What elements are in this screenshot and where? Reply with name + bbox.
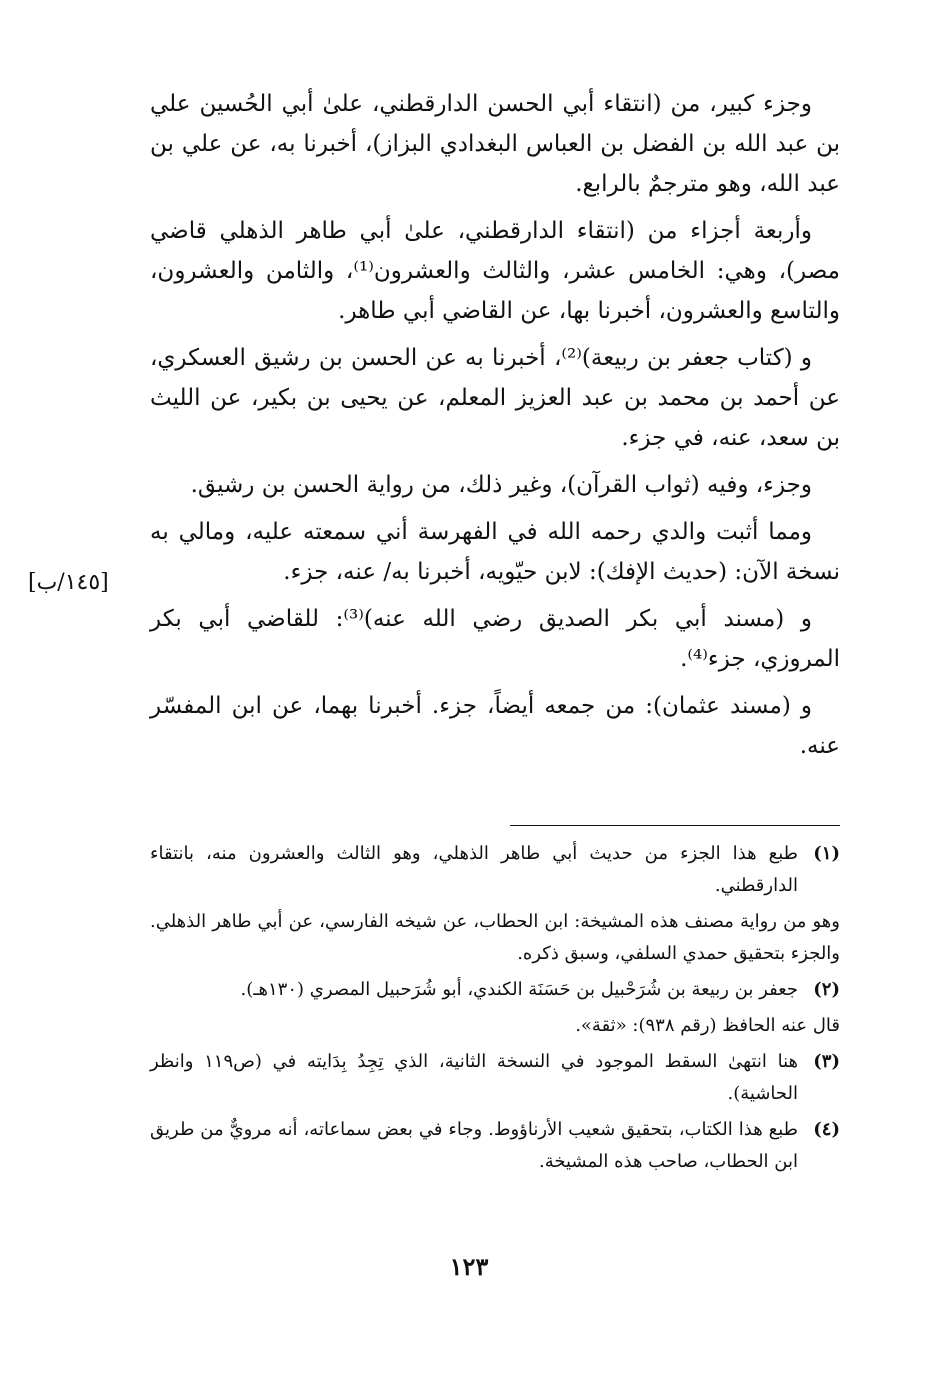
paragraph-7: و (مسند عثمان): من جمعه أيضاً، جزء. أخبرنا بهما، عن ابن المفسّر عنه.: [150, 693, 840, 759]
footnotes: [150, 838, 840, 1182]
footnote-number: (٢): [813, 979, 840, 1000]
footnote-number: (٣): [813, 1051, 840, 1072]
paragraph-5: ومما أثبت والدي رحمه الله في الفهرسة أني سمعته عليه، ومالي به نسخة الآن: (حديث الإفك): لابن حيّويه، أخبرنا به/ عنه، جزء.: [150, 519, 840, 585]
footnote-3: [150, 1046, 840, 1110]
paragraph-6: و (مسند أبي بكر الصديق رضي الله عنه)⁽³⁾: للقاضي أبي بكر المروزي، جزء⁽⁴⁾.: [150, 606, 840, 672]
footnote-1-continuation: [150, 906, 840, 970]
footnote-text: وهو من رواية مصنف هذه المشيخة: ابن الحطاب، عن شيخه الفارسي، عن أبي طاهر الذهلي. والجزء بتحقيق حمدي السلفي، وسبق ذكره.: [150, 911, 840, 964]
footnote-4: [150, 1114, 840, 1178]
footnote-number: (١): [813, 843, 840, 864]
footnote-text: هنا انتهىٰ السقط الموجود في النسخة الثانية، الذي تِجِدُ بِدَايته في (ص١١٩ وانظر الحاشية).: [150, 1051, 798, 1104]
footnote-separator: [510, 825, 840, 826]
footnote-2: [150, 974, 840, 1006]
paragraph-3: و (كتاب جعفر بن ربيعة)⁽²⁾، أخبرنا به عن الحسن بن رشيق العسكري، عن أحمد بن محمد بن عبد العزيز المعلم، عن يحيى بن بكير، عن الليث بن سعد، عنه، في جزء.: [150, 345, 840, 451]
page-number: ١٢٣: [449, 1252, 489, 1281]
paragraph-1: وجزء كبير، من (انتقاء أبي الحسن الدارقطني، علىٰ أبي الحُسين علي بن عبد الله بن الفضل بن العباس البغدادي البزاز)، أخبرنا به، عن علي بن عبد الله، وهو مترجمٌ بالرابع.: [150, 91, 840, 197]
footnote-2-continuation: [150, 1010, 840, 1042]
paragraph-4: وجزء، وفيه (ثواب القرآن)، وغير ذلك، من رواية الحسن بن رشيق.: [190, 472, 812, 498]
footnote-text: طبع هذا الجزء من حديث أبي طاهر الذهلي، وهو الثالث والعشرون منه، بانتقاء الدارقطني.: [150, 843, 798, 896]
paragraph-2: وأربعة أجزاء من (انتقاء الدارقطني، علىٰ أبي طاهر الذهلي قاضي مصر)، وهي: الخامس عشر، والثالث والعشرون⁽¹⁾، والثامن والعشرون، والتاسع والعشرون، أخبرنا بها، عن القاضي أبي طاهر.: [150, 218, 840, 324]
footnote-1: [150, 838, 840, 902]
main-text: [150, 84, 840, 773]
footnote-number: (٤): [813, 1119, 840, 1140]
footnote-text: جعفر بن ربيعة بن شُرَحْبيل بن حَسَنَة الكندي، أبو شُرَحبيل المصري (١٣٠هـ).: [240, 979, 798, 1000]
manuscript-folio-marker: [١٤٥/ب]: [28, 570, 109, 595]
footnote-text: طبع هذا الكتاب، بتحقيق شعيب الأرناؤوط. وجاء في بعض سماعاته، أنه مرويٌّ من طريق ابن الحطاب، صاحب هذه المشيخة.: [150, 1119, 798, 1172]
footnote-text: قال عنه الحافظ (رقم ٩٣٨): «ثقة».: [575, 1015, 840, 1036]
